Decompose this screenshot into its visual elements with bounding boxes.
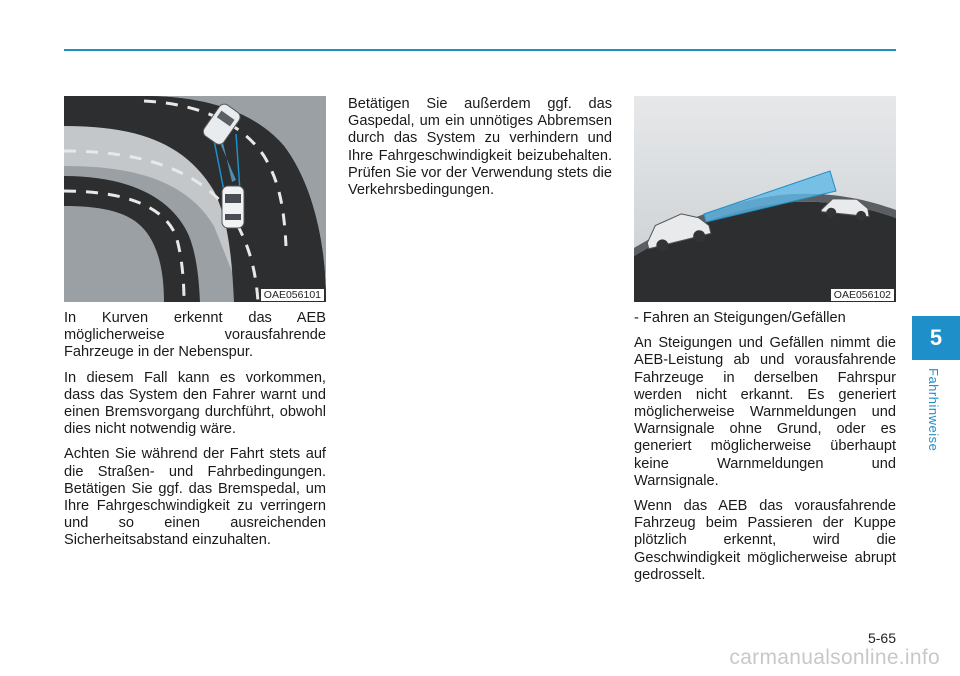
section-heading: - Fahren an Steigungen/Gefällen	[634, 310, 846, 326]
chapter-tab: 5	[912, 316, 960, 360]
text-column-1	[64, 310, 326, 558]
text-column-3	[634, 310, 896, 592]
header-rule	[64, 49, 896, 51]
figure-code: OAE056101	[261, 289, 324, 301]
paragraph: Achten Sie während der Fahrt stets auf die Straßen- und Fahrbedingungen. Betätigen Sie ggf. das Bremspedal, um Ihre Fahrgeschwindigkeit zu verringern und so einen ausreichenden Sicherheitsabstand einzuhalten.	[64, 446, 326, 549]
figure-hill	[634, 96, 896, 302]
paragraph: In diesem Fall kann es vorkommen, dass das System den Fahrer warnt und einen Bremsvorgang durchführt, obwohl dies nicht notwendig wäre.	[64, 369, 326, 438]
page-number: 5-65	[867, 630, 896, 646]
paragraph: An Steigungen und Gefällen nimmt die AEB-Leistung ab und vorausfahrende Fahrzeuge in derselben Fahrspur werden nicht erkannt. Es generiert möglicherweise Warnmeldungen und Warnsignale ohne Grund, oder es generiert möglicherweise überhaupt keine Warnmeldungen und Warnsignale.	[634, 335, 896, 489]
watermark: carmanualsonline.info	[729, 646, 940, 669]
curved-road-icon	[64, 96, 326, 302]
paragraph: Betätigen Sie außerdem ggf. das Gaspedal, um ein unnötiges Abbremsen durch das System zu verhindern und Ihre Fahrgeschwindigkeit beizubehalten. Prüfen Sie vor der Verwendung stets die Verkehrsbedingungen.	[348, 96, 612, 199]
paragraph: In Kurven erkennt das AEB möglicherweise vorausfahrende Fahrzeuge in der Nebenspur.	[64, 310, 326, 361]
chapter-name: Fahrhinweise	[926, 368, 941, 452]
figure-curve	[64, 96, 326, 302]
hill-road-icon	[634, 96, 896, 302]
figure-code: OAE056102	[831, 289, 894, 301]
text-column-2	[348, 96, 612, 207]
paragraph: Wenn das AEB das vorausfahrende Fahrzeug beim Passieren der Kuppe plötzlich erkennt, wird die Geschwindigkeit möglicherweise abrupt gedrosselt.	[634, 498, 896, 583]
